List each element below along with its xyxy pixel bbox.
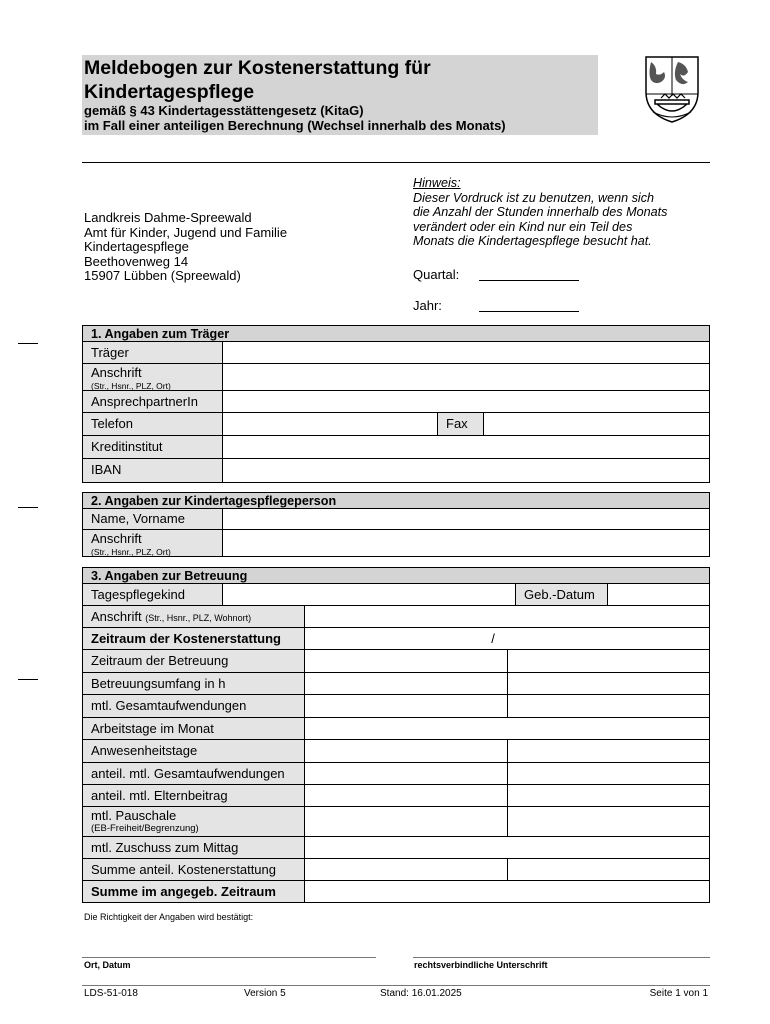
label-zuschuss: mtl. Zuschuss zum Mittag — [83, 837, 305, 858]
ansprechpartner-input[interactable] — [223, 391, 709, 412]
form-row-anschrift — [82, 530, 710, 557]
form-row-zeitraum-betreuung — [82, 650, 710, 673]
form-row-zuschuss — [82, 837, 710, 859]
kind-input[interactable] — [223, 584, 515, 605]
traeger-anschrift-input[interactable] — [223, 364, 709, 390]
label-name: Name, Vorname — [83, 509, 223, 529]
label-ansprechpartner: AnsprechpartnerIn — [83, 391, 223, 412]
label-anschrift — [83, 606, 305, 627]
form-row-anschrift — [82, 364, 710, 391]
jahr-input-line[interactable] — [479, 298, 579, 312]
arbeitstage-input[interactable] — [305, 718, 709, 739]
label-anschrift-hint: (Str., Hsnr., PLZ, Wohnort) — [145, 613, 252, 623]
section-header: 2. Angaben zur Kindertagespflegeperson — [82, 492, 710, 509]
traeger-input[interactable] — [223, 342, 709, 363]
zeitraum-betreuung-input-1[interactable] — [305, 650, 507, 672]
kreditinstitut-input[interactable] — [223, 436, 709, 458]
footer-divider — [82, 985, 710, 986]
hint-line: Dieser Vordruck ist zu benutzen, wenn sich — [413, 190, 655, 205]
telefon-input[interactable] — [223, 413, 437, 435]
person-anschrift-input[interactable] — [223, 530, 709, 556]
form-row-umfang — [82, 673, 710, 695]
jahr-label: Jahr: — [413, 298, 442, 313]
label-telefon: Telefon — [83, 413, 223, 435]
coat-of-arms-icon — [643, 54, 701, 124]
section-header: 1. Angaben zum Träger — [82, 325, 710, 342]
quartal-input-line[interactable] — [479, 267, 579, 281]
label-anschrift-hint: (Str., Hsnr., PLZ, Ort) — [91, 381, 171, 391]
footer-doc-id: LDS-51-018 — [84, 988, 138, 999]
kind-anschrift-input[interactable] — [305, 606, 709, 627]
form-row-anwesenheitstage — [82, 740, 710, 763]
section-header: 3. Angaben zur Betreuung — [82, 567, 710, 584]
iban-input[interactable] — [223, 459, 709, 482]
summe-anteil-input-2[interactable] — [507, 859, 709, 880]
zeitraum-kosten-input[interactable] — [305, 628, 709, 649]
form-row-kreditinstitut — [82, 436, 710, 459]
address-line: Beethovenweg 14 — [84, 253, 189, 269]
footer-version: Version 5 — [244, 988, 286, 999]
label-anschrift-text: Anschrift — [91, 531, 142, 546]
form-row-ansprechpartner — [82, 391, 710, 413]
fax-input[interactable] — [484, 413, 709, 435]
form-row-pauschale — [82, 807, 710, 837]
anteil-gesamt-input-2[interactable] — [507, 763, 709, 784]
fold-mark — [18, 679, 38, 680]
gesamtaufwendungen-input-2[interactable] — [507, 695, 709, 717]
page-title-line1: Meldebogen zur Kostenerstattung für — [84, 57, 431, 79]
label-geb: Geb.-Datum — [515, 584, 608, 605]
hint-line: die Anzahl der Stunden innerhalb des Monats — [413, 205, 668, 220]
hint-line: Monats die Kindertagespflege besucht hat. — [413, 234, 652, 249]
label-anteil-eltern: anteil. mtl. Elternbeitrag — [83, 785, 305, 806]
signature-line[interactable] — [413, 957, 710, 958]
hint-box — [413, 176, 713, 249]
label-pauschale — [83, 807, 305, 836]
umfang-input-1[interactable] — [305, 673, 507, 694]
footer-stand: Stand: 16.01.2025 — [380, 988, 462, 999]
header-divider — [82, 162, 710, 163]
label-anschrift — [83, 530, 223, 556]
anwesenheitstage-input-2[interactable] — [507, 740, 709, 762]
label-anschrift-hint: (Str., Hsnr., PLZ, Ort) — [91, 547, 171, 557]
label-zeitraum-kosten: Zeitraum der Kostenerstattung — [83, 628, 305, 649]
form-row-summe-anteil — [82, 859, 710, 881]
section-betreuung — [82, 567, 710, 903]
fold-mark — [18, 507, 38, 508]
ort-datum-line[interactable] — [82, 957, 376, 958]
label-summe-anteil: Summe anteil. Kostenerstattung — [83, 859, 305, 880]
label-summe-zeitraum: Summe im angegeb. Zeitraum — [83, 881, 305, 902]
label-kreditinstitut: Kreditinstitut — [83, 436, 223, 458]
anteil-eltern-input-2[interactable] — [507, 785, 709, 806]
label-pauschale-text: mtl. Pauschale — [91, 808, 177, 823]
quartal-field[interactable] — [413, 267, 459, 282]
form-row-gesamtaufwendungen — [82, 695, 710, 718]
zeitraum-betreuung-input-2[interactable] — [507, 650, 709, 672]
page-subtitle-line1: gemäß § 43 Kindertagesstättengesetz (KitaG) — [84, 103, 364, 118]
address-line: Amt für Kinder, Jugend und Familie — [84, 224, 288, 240]
label-traeger: Träger — [83, 342, 223, 363]
hint-line: verändert oder ein Kind nur ein Teil des — [413, 219, 633, 234]
label-anteil-gesamt: anteil. mtl. Gesamtaufwendungen — [83, 763, 305, 784]
page-subtitle-line2: im Fall einer anteiligen Berechnung (Wechsel innerhalb des Monats) — [84, 118, 506, 133]
anteil-gesamt-input-1[interactable] — [305, 763, 507, 784]
signature-label: rechtsverbindliche Unterschrift — [414, 960, 548, 970]
form-row-summe-zeitraum — [82, 881, 710, 903]
quartal-label: Quartal: — [413, 267, 460, 282]
form-row-kind — [82, 584, 710, 606]
label-pauschale-hint: (EB-Freiheit/Begrenzung) — [91, 823, 199, 834]
zeitraum-separator: / — [491, 631, 495, 646]
form-row-anteil-gesamt — [82, 763, 710, 785]
summe-anteil-input-1[interactable] — [305, 859, 507, 880]
label-kind: Tagespflegekind — [83, 584, 223, 605]
umfang-input-2[interactable] — [507, 673, 709, 694]
fold-mark — [18, 343, 38, 344]
geb-input[interactable] — [608, 584, 709, 605]
zuschuss-input[interactable] — [305, 837, 709, 858]
title-block — [82, 55, 598, 135]
recipient-address — [84, 211, 287, 284]
pauschale-input-1[interactable] — [305, 807, 507, 836]
form-row-traeger — [82, 342, 710, 364]
label-anschrift-text: Anschrift — [91, 609, 142, 624]
confirmation-text: Die Richtigkeit der Angaben wird bestätigt: — [84, 912, 254, 922]
label-gesamtaufwendungen: mtl. Gesamtaufwendungen — [83, 695, 305, 717]
form-row-zeitraum-kosten — [82, 628, 710, 650]
address-line: Kindertagespflege — [84, 239, 189, 255]
section-tagespflegeperson — [82, 492, 710, 557]
label-anwesenheitstage: Anwesenheitstage — [83, 740, 305, 762]
form-row-kind-anschrift — [82, 606, 710, 628]
footer-page: Seite 1 von 1 — [649, 988, 708, 999]
address-line: 15907 Lübben (Spreewald) — [84, 268, 241, 284]
page-title-line2: Kindertagespflege — [84, 81, 255, 103]
anteil-eltern-input-1[interactable] — [305, 785, 507, 806]
name-input[interactable] — [223, 509, 709, 529]
label-zeitraum-betreuung: Zeitraum der Betreuung — [83, 650, 305, 672]
section-traeger — [82, 325, 710, 483]
pauschale-input-2[interactable] — [507, 807, 709, 836]
label-iban: IBAN — [83, 459, 223, 482]
anwesenheitstage-input-1[interactable] — [305, 740, 507, 762]
ort-datum-label: Ort, Datum — [84, 960, 131, 970]
form-row-telefon — [82, 413, 710, 436]
summe-zeitraum-input[interactable] — [305, 881, 709, 902]
label-arbeitstage: Arbeitstage im Monat — [83, 718, 305, 739]
form-row-iban — [82, 459, 710, 483]
jahr-field[interactable] — [413, 298, 442, 313]
address-line: Landkreis Dahme-Spreewald — [84, 210, 252, 225]
form-row-anteil-eltern — [82, 785, 710, 807]
gesamtaufwendungen-input-1[interactable] — [305, 695, 507, 717]
label-anschrift — [83, 364, 223, 390]
label-umfang: Betreuungsumfang in h — [83, 673, 305, 694]
label-anschrift-text: Anschrift — [91, 365, 142, 380]
label-fax: Fax — [437, 413, 484, 435]
form-row-arbeitstage — [82, 718, 710, 740]
form-row-name — [82, 509, 710, 530]
hint-title: Hinweis: — [413, 176, 461, 190]
